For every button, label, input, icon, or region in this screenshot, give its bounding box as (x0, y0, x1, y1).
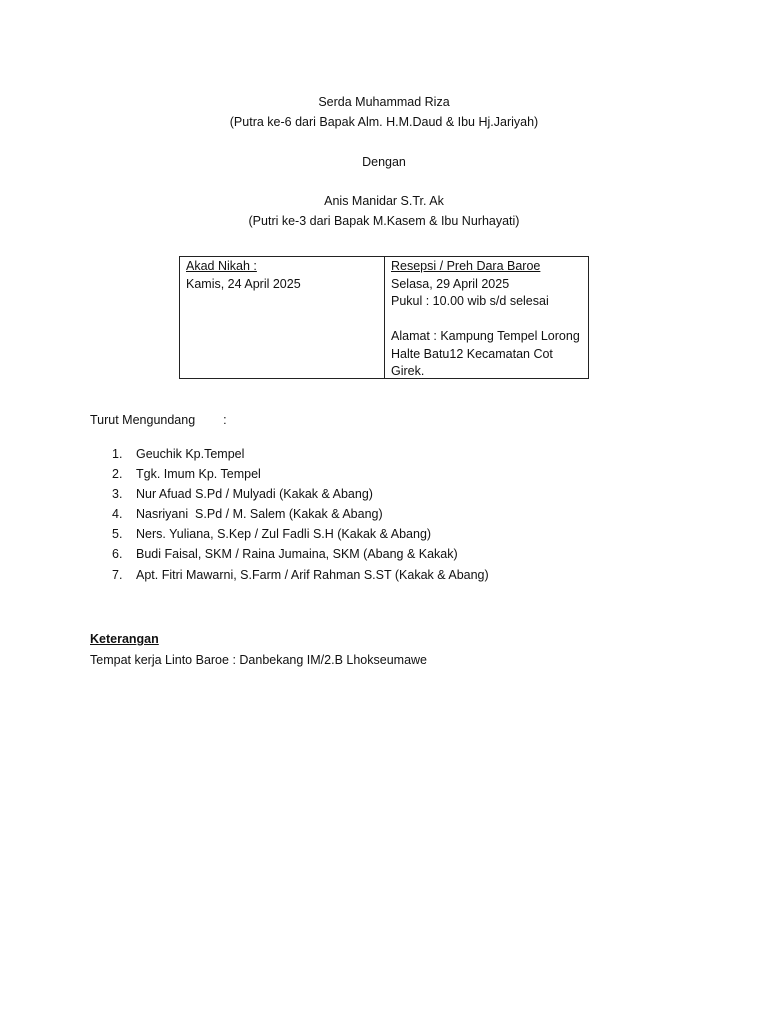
connector-text: Dengan (362, 155, 406, 169)
list-item (112, 565, 489, 585)
keterangan-heading: Keterangan (90, 632, 159, 646)
list-text: Budi Faisal, SKM / Raina Jumaina, SKM (Abang & Kakak) (136, 547, 458, 562)
keterangan-text: Tempat kerja Linto Baroe : Danbekang IM/2.B Lhokseumawe (90, 653, 427, 667)
list-text: Ners. Yuliana, S.Kep / Zul Fadli S.H (Kakak & Abang) (136, 527, 432, 542)
list-number: 3. (112, 487, 123, 502)
akad-heading: Akad Nikah : (186, 259, 257, 273)
cell-spacer (391, 311, 582, 329)
list-text: Nasriyani S.Pd / M. Salem (Kakak & Abang) (136, 507, 383, 522)
list-item (112, 544, 489, 564)
groom-parents: (Putra ke-6 dari Bapak Alm. H.M.Daud & Ibu Hj.Jariyah) (229, 115, 539, 129)
list-item (112, 484, 489, 504)
event-table (179, 256, 589, 379)
bride-parents: (Putri ke-3 dari Bapak M.Kasem & Ibu Nurhayati) (248, 214, 520, 228)
resepsi-date: Selasa, 29 April 2025 (391, 276, 510, 291)
list-number: 5. (112, 527, 123, 542)
bride-name: Anis Manidar S.Tr. Ak (324, 194, 444, 208)
list-text: Geuchik Kp.Tempel (136, 447, 245, 461)
resepsi-cell (385, 257, 588, 378)
resepsi-address-line: Halte Batu12 Kecamatan Cot (391, 346, 553, 361)
invite-list (112, 444, 489, 585)
list-item (112, 464, 489, 484)
turut-mengundang-label: Turut Mengundang (90, 413, 196, 427)
turut-mengundang-colon: : (223, 413, 227, 427)
list-text: Tgk. Imum Kp. Tempel (136, 467, 261, 482)
list-text: Nur Afuad S.Pd / Mulyadi (Kakak & Abang) (136, 487, 373, 502)
resepsi-address-line: Girek. (391, 364, 425, 378)
list-item (112, 504, 489, 524)
resepsi-time: Pukul : 10.00 wib s/d selesai (391, 294, 549, 308)
resepsi-address-line: Alamat : Kampung Tempel Lorong (391, 329, 580, 343)
list-number: 7. (112, 567, 123, 582)
list-number: 4. (112, 507, 123, 522)
list-text: Apt. Fitri Mawarni, S.Farm / Arif Rahman S.ST (Kakak & Abang) (136, 567, 489, 582)
resepsi-heading: Resepsi / Preh Dara Baroe (391, 259, 541, 273)
akad-cell (180, 257, 385, 378)
list-item (112, 444, 489, 464)
list-item (112, 524, 489, 544)
list-number: 6. (112, 547, 123, 562)
turut-mengundang-label-row (90, 411, 227, 429)
list-number: 2. (112, 467, 123, 482)
groom-name: Serda Muhammad Riza (318, 95, 450, 109)
akad-date: Kamis, 24 April 2025 (186, 276, 301, 291)
list-number: 1. (112, 447, 123, 461)
